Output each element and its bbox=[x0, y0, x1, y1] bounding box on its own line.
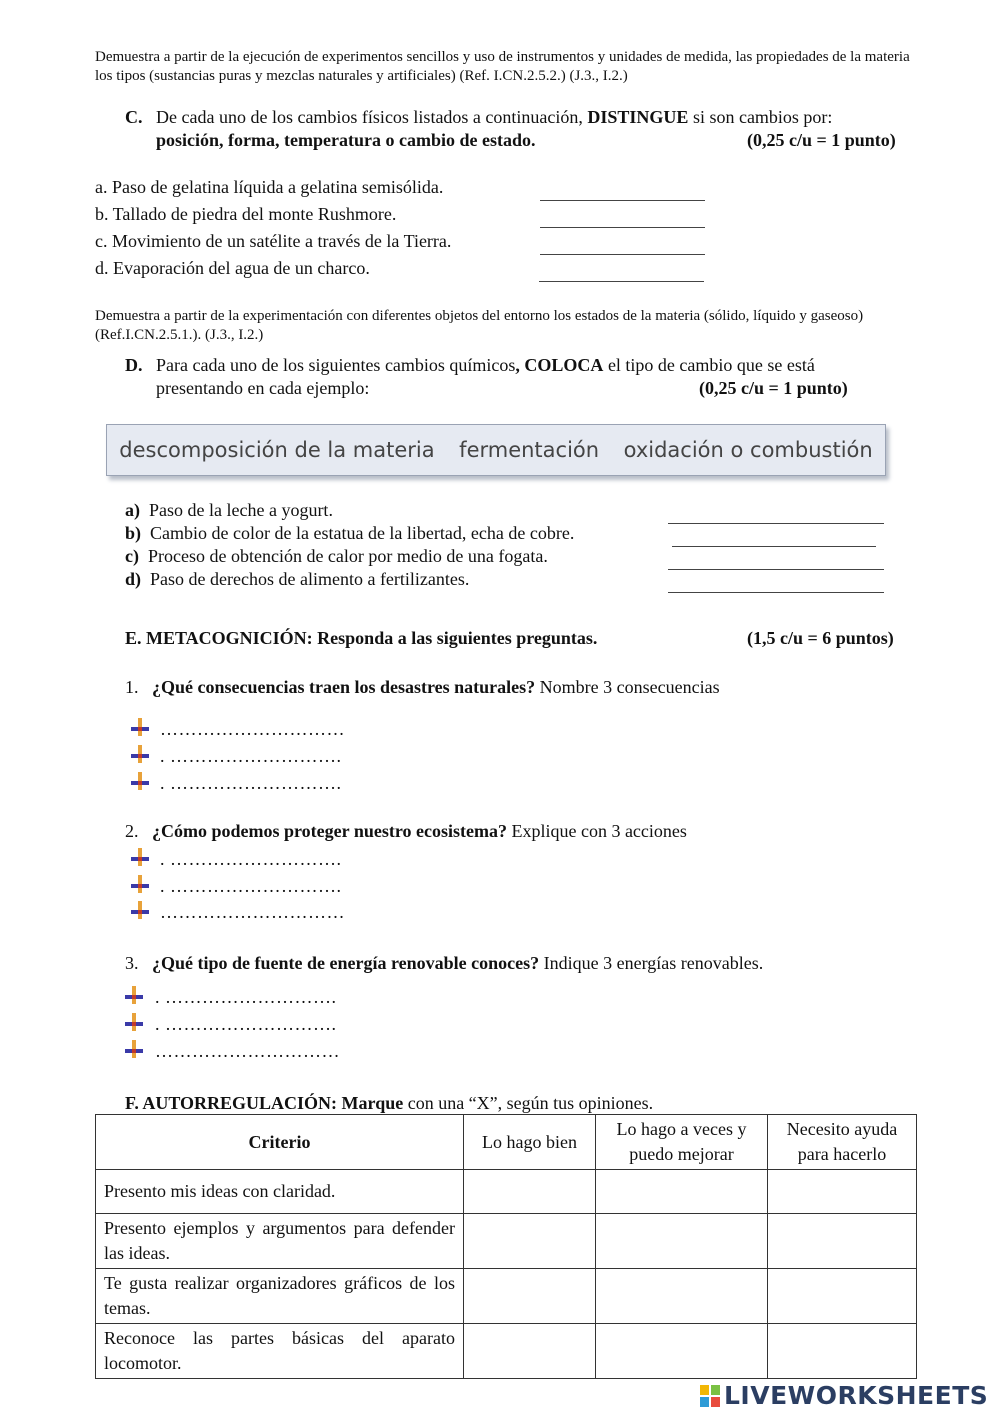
section-f-title: F. AUTORREGULACIÓN: Marque con una “X”, según tus opiniones. bbox=[125, 1093, 654, 1113]
section-d-line2: presentando en cada ejemplo: bbox=[156, 378, 370, 398]
section-d-answer-b[interactable] bbox=[672, 524, 876, 547]
section-d-item-a: a) Paso de la leche a yogurt. bbox=[125, 500, 333, 520]
criterion-cell: Presento ejemplos y argumentos para defender las ideas. bbox=[96, 1214, 464, 1269]
word-bank-option-3: oxidación o combustión bbox=[623, 438, 873, 462]
section-d-item-c: c) Proceso de obtención de calor por medio de una fogata. bbox=[125, 546, 548, 566]
mark-cell[interactable] bbox=[768, 1170, 917, 1214]
header-a-veces: Lo hago a veces y puedo mejorar bbox=[596, 1115, 768, 1170]
section-c-answer-d[interactable] bbox=[539, 259, 704, 282]
section-d-item-d: d) Paso de derechos de alimento a fertilizantes. bbox=[125, 569, 470, 589]
section-c-item-a: a. Paso de gelatina líquida a gelatina semisólida. bbox=[95, 177, 444, 197]
bullet-icon bbox=[131, 772, 149, 790]
header-lo-hago-bien: Lo hago bien bbox=[464, 1115, 596, 1170]
section-c-instructions: De cada uno de los cambios físicos listados a continuación, DISTINGUE si son cambios por: bbox=[156, 107, 833, 127]
question-2: 2. ¿Cómo podemos proteger nuestro ecosistema? Explique con 3 acciones bbox=[125, 821, 687, 841]
bullet-icon bbox=[131, 745, 149, 763]
section-c-item-c: c. Movimiento de un satélite a través de la Tierra. bbox=[95, 231, 452, 251]
section-c-answer-b[interactable] bbox=[540, 205, 705, 228]
question-1: 1. ¿Qué consecuencias traen los desastres naturales? Nombre 3 consecuencias bbox=[125, 677, 720, 697]
section-d-instructions: Para cada uno de los siguientes cambios químicos, COLOCA el tipo de cambio que se está bbox=[156, 355, 815, 375]
question-3-answer-3[interactable]: ………………………… bbox=[155, 1041, 340, 1061]
liveworksheets-logo bbox=[700, 1381, 988, 1410]
question-2-answer-1[interactable]: . ………………………. bbox=[160, 849, 342, 869]
question-3: 3. ¿Qué tipo de fuente de energía renovable conoces? Indique 3 energías renovables. bbox=[125, 953, 764, 973]
word-bank bbox=[106, 424, 886, 476]
bullet-icon bbox=[131, 901, 149, 919]
section-c-item-b: b. Tallado de piedra del monte Rushmore. bbox=[95, 204, 397, 224]
mark-cell[interactable] bbox=[768, 1324, 917, 1379]
question-1-answer-3[interactable]: . ………………………. bbox=[160, 773, 342, 793]
mark-cell[interactable] bbox=[596, 1324, 768, 1379]
word-bank-option-2: fermentación bbox=[459, 438, 600, 462]
section-d-item-b: b) Cambio de color de la estatua de la libertad, echa de cobre. bbox=[125, 523, 575, 543]
section-c-letter: C. bbox=[125, 107, 143, 127]
criterion-cell: Presento mis ideas con claridad. bbox=[96, 1170, 464, 1214]
section-d-points: (0,25 c/u = 1 punto) bbox=[699, 378, 848, 398]
table-row bbox=[96, 1324, 917, 1379]
header-necesito-ayuda: Necesito ayuda para hacerlo bbox=[768, 1115, 917, 1170]
bullet-icon bbox=[125, 1013, 143, 1031]
section-d-answer-d[interactable] bbox=[668, 570, 884, 593]
criterion-cell: Te gusta realizar organizadores gráficos de los temas. bbox=[96, 1269, 464, 1324]
section-e-title: E. METACOGNICIÓN: Responda a las siguientes preguntas. bbox=[125, 628, 598, 648]
mark-cell[interactable] bbox=[464, 1170, 596, 1214]
mark-cell[interactable] bbox=[596, 1214, 768, 1269]
question-1-answer-1[interactable]: ………………………… bbox=[160, 719, 345, 739]
mark-cell[interactable] bbox=[768, 1269, 917, 1324]
section-d-letter: D. bbox=[125, 355, 143, 375]
section-d-answer-a[interactable] bbox=[668, 501, 884, 524]
question-1-answer-2[interactable]: . ………………………. bbox=[160, 746, 342, 766]
table-row bbox=[96, 1269, 917, 1324]
mark-cell[interactable] bbox=[768, 1214, 917, 1269]
question-3-answer-2[interactable]: . ………………………. bbox=[155, 1014, 337, 1034]
section-d-verb: , COLOCA bbox=[515, 355, 604, 375]
section-c-item-d: d. Evaporación del agua de un charco. bbox=[95, 258, 370, 278]
self-assessment-table bbox=[95, 1114, 917, 1379]
question-2-answer-3[interactable]: ………………………… bbox=[160, 902, 345, 922]
section-c-categories: posición, forma, temperatura o cambio de estado. bbox=[156, 130, 536, 150]
table-row bbox=[96, 1214, 917, 1269]
mark-cell[interactable] bbox=[464, 1269, 596, 1324]
mark-cell[interactable] bbox=[596, 1170, 768, 1214]
table-header-row bbox=[96, 1115, 917, 1170]
learning-outcome-2: Demuestra a partir de la experimentación con diferentes objetos del entorno los estados de la materia (sólido, líquido y gaseoso) (Ref.I.CN.2.5.1.). (J.3., I.2.) bbox=[95, 308, 864, 343]
bullet-icon bbox=[131, 848, 149, 866]
criterion-cell: Reconoce las partes básicas del aparato locomotor. bbox=[96, 1324, 464, 1379]
section-c-answer-c[interactable] bbox=[540, 232, 705, 255]
header-criterio: Criterio bbox=[96, 1115, 464, 1170]
mark-cell[interactable] bbox=[464, 1214, 596, 1269]
section-c-verb: DISTINGUE bbox=[587, 107, 689, 127]
question-2-answer-2[interactable]: . ………………………. bbox=[160, 876, 342, 896]
section-d-answer-c[interactable] bbox=[668, 547, 884, 570]
bullet-icon bbox=[125, 1040, 143, 1058]
section-c-answer-a[interactable] bbox=[540, 178, 705, 201]
section-c-points: (0,25 c/u = 1 punto) bbox=[747, 130, 896, 150]
bullet-icon bbox=[131, 875, 149, 893]
question-3-answer-1[interactable]: . ………………………. bbox=[155, 987, 337, 1007]
mark-cell[interactable] bbox=[596, 1269, 768, 1324]
learning-outcome-1: Demuestra a partir de la ejecución de experimentos sencillos y uso de instrumentos y unidades de medida, las propiedades de la materia los tipos (sustancias puras y mezclas naturales y artificiales) (Ref. I.CN.2.5.2.) (J.3., I.2.) bbox=[95, 49, 910, 84]
bullet-icon bbox=[125, 986, 143, 1004]
section-e-points: (1,5 c/u = 6 puntos) bbox=[747, 628, 894, 648]
table-row bbox=[96, 1170, 917, 1214]
mark-cell[interactable] bbox=[464, 1324, 596, 1379]
liveworksheets-logo-icon bbox=[700, 1385, 720, 1407]
word-bank-option-1: descomposición de la materia bbox=[119, 438, 435, 462]
bullet-icon bbox=[131, 718, 149, 736]
liveworksheets-logo-text: LIVEWORKSHEETS bbox=[724, 1381, 989, 1410]
